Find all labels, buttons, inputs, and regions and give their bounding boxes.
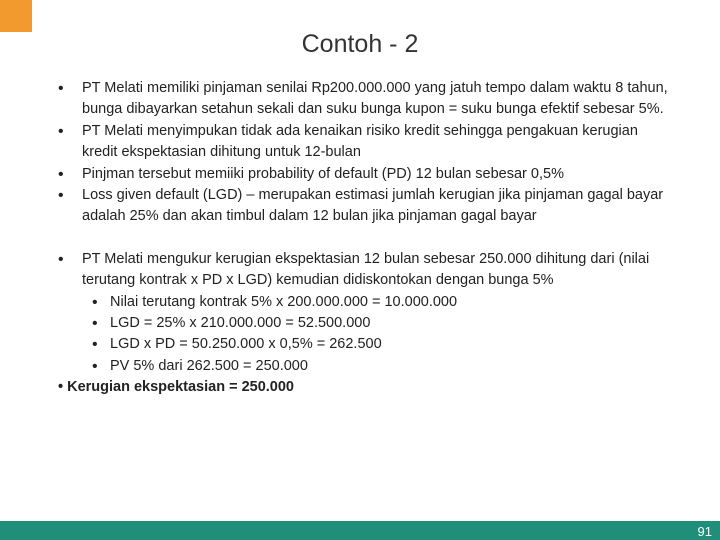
bullet-item: • PT Melati memiliki pinjaman senilai Rp200.000.000 yang jatuh tempo dalam waktu 8 tahun, bunga dibayarkan setahun sekali dan suku bunga kupon = suku bunga efektif sebesar 5%.	[58, 78, 668, 121]
bullet-item: • Pinjman tersebut memiiki probability of default (PD) 12 bulan sebesar 0,5%	[58, 164, 668, 185]
calculation-item: • LGD x PD = 50.250.000 x 0,5% = 262.500	[86, 334, 668, 355]
calculation-list	[86, 292, 668, 378]
bullet-item: • Loss given default (LGD) – merupakan estimasi jumlah kerugian jika pinjaman gagal bayar adalah 25% dan akan timbul dalam 12 bulan jika pinjaman gagal bayar	[58, 185, 668, 228]
footer-bar	[0, 521, 720, 540]
calculation-item: • PV 5% dari 262.500 = 250.000	[86, 356, 668, 377]
summary-line: • Kerugian ekspektasian = 250.000	[58, 379, 295, 396]
corner-accent	[0, 0, 32, 32]
calculation-item: • LGD = 25% x 210.000.000 = 52.500.000	[86, 313, 668, 334]
bullet-item: • PT Melati menyimpukan tidak ada kenaikan risiko kredit sehingga pengakuan kerugian kredit ekspektasian dihitung untuk 12-bulan	[58, 121, 668, 164]
page-number: 91	[697, 524, 712, 539]
bullet-measure-text: PT Melati mengukur kerugian ekspektasian 12 bulan sebesar 250.000 dihitung dari (nilai terutang kontrak x PD x LGD) kemudian didiskontokan dengan bunga 5%	[82, 250, 650, 289]
calculation-item: • Nilai terutang kontrak 5% x 200.000.000 = 10.000.000	[86, 292, 668, 313]
slide-title: Contoh - 2	[301, 30, 419, 58]
bullet-list-top	[58, 78, 668, 228]
slide-content	[58, 78, 668, 399]
bullet-item-measure	[58, 249, 668, 399]
bullet-list-measure	[58, 249, 668, 399]
